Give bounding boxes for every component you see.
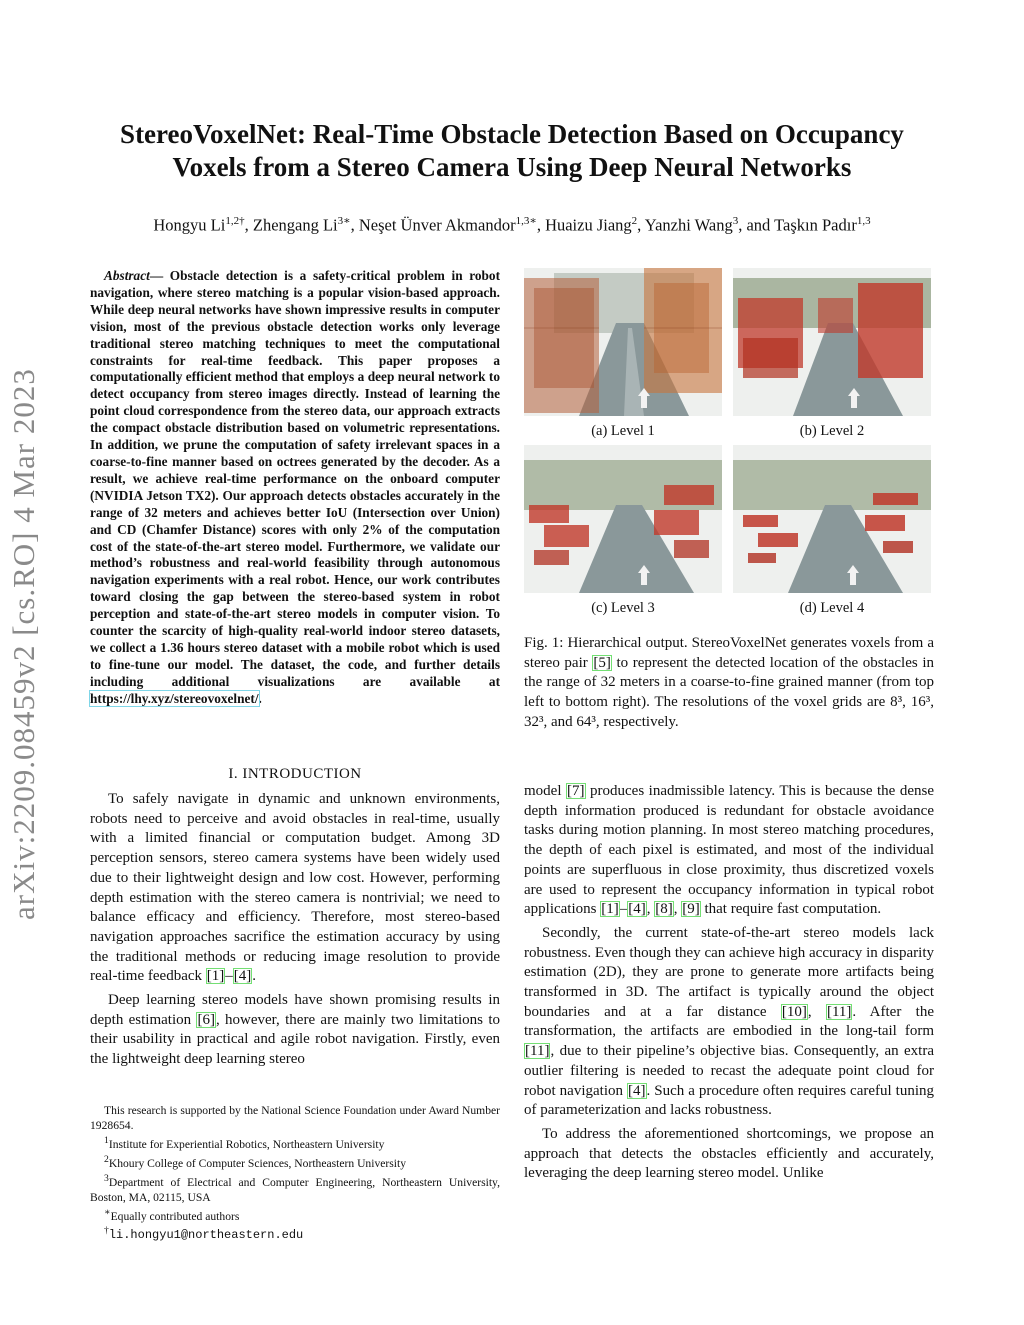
abstract-text: Obstacle detection is a safety-critical problem in robot navigation, where stereo matching is a popular vision-based approach. While deep neural networks have shown impressive results in computer vision, most of the previous obstacle detection works only leverage traditional stereo matching techniques to meet the computational constraints for real-time feedback. This paper proposes a computationally efficient method that employs a deep neural network to detect occupancy from stereo images directly. Instead of learning the point cloud correspondence from the stereo data, our approach extracts the compact obstacle distribution based on volumetric representations. In addition, we prune the computation of safety irrelevant spaces in a coarse-to-fine manner based on octrees generated by the decoder. As a result, we achieve real-time performance on the onboard computer (NVIDIA Jetson TX2). Our approach detects obstacles accurately in the range of 32 meters and achieves better IoU (Intersection over Union) and CD (Chamfer Distance) scores with only 2% of the computation cost of the state-of-the-art stereo model. Furthermore, we validate our method’s robustness and real-world feasibility through autonomous navigation experiments with a real robot. Hence, our work contributes toward closing the gap between the stereo-based system in robot perception and state-of-the-art stereo models in computer vision. To counter the scarcity of high-quality real-world indoor stereo datasets, we collect a 1.36 hours stereo dataset with a mobile robot which is used to fine-tune our model. The dataset, the code, and further details including additional visualizations are available at — [90, 268, 501, 689]
abstract-dash: — — [149, 268, 170, 283]
title-line-1: StereoVoxelNet: Real-Time Obstacle Detection Based on Occupancy — [120, 119, 904, 149]
figure-panel-level-2 — [733, 268, 931, 416]
body-text: produces inadmissible latency. This is because the dense depth information produced is redundant for obstacle avoidance tasks during motion planning. In most stereo matching procedures, the depth of each pixel is estimated, and most of the individual points are superfluous in close proximity, thus discretized voxels are used to represent the occupancy information in typical robot applications — [524, 783, 934, 918]
intro-text: . — [252, 968, 257, 985]
abstract — [90, 268, 500, 708]
title-line-2: Voxels from a Stereo Camera Using Deep Neural Networks — [172, 152, 852, 182]
author-list — [60, 210, 964, 237]
footnote-mark: ∗ — [104, 1206, 111, 1218]
body-text: model — [524, 783, 567, 799]
footnote-email-text: li.hongyu1@northeastern.edu — [108, 1228, 304, 1243]
author-affiliation: 3∗ — [337, 215, 351, 227]
project-link[interactable]: https://lhy.xyz/stereovoxelnet/ — [90, 690, 259, 706]
footnote-affiliation-3 — [90, 1171, 500, 1205]
citation-link[interactable]: [9] — [682, 901, 700, 918]
citation-link[interactable]: [4] — [628, 901, 646, 918]
right-paragraph-2 — [524, 924, 934, 1121]
caption-text: , and — [543, 713, 577, 730]
citation-link[interactable]: [10] — [781, 1003, 807, 1020]
body-text: . Such a procedure often requires careful tuning of parameterization and lacks robustness. — [524, 1082, 935, 1119]
author-name: , Neşet Ünver Akmandor — [350, 215, 516, 235]
footnote-equal-contrib — [90, 1205, 500, 1224]
footnote-mark: † — [104, 1225, 109, 1237]
author-name: , Yanzhi Wang — [637, 215, 733, 235]
citation-link[interactable]: [11] — [525, 1043, 550, 1060]
citation-link[interactable]: [6] — [197, 1011, 215, 1028]
voxel-image-level-3 — [524, 445, 722, 593]
citation-link[interactable]: [4] — [233, 968, 252, 985]
figure-panel-level-3 — [524, 445, 722, 593]
caption-resolutions: 8³, 16³, 32³ — [524, 694, 934, 730]
author-affiliation: 1,2† — [225, 215, 245, 227]
author-affiliation: 1,3 — [856, 215, 871, 227]
author-affiliation: 1,3∗ — [515, 215, 537, 227]
figure-subcaption-c: (c) Level 3 — [591, 600, 655, 616]
body-text: , due to their pipeline’s objective bias. Consequently, an extra outlier filtering is needed to recast the adequate point cloud for robot navigation — [524, 1043, 934, 1099]
author-name: , Zhengang Li — [244, 215, 338, 235]
author-affiliation: 2 — [631, 215, 638, 227]
citation-link[interactable]: [5] — [593, 654, 611, 671]
voxel-image-level-4 — [733, 445, 931, 593]
footnote-mark: 1 — [104, 1135, 109, 1146]
paper-title — [60, 118, 964, 184]
footnote-funding: This research is supported by the National Science Foundation under Award Number 1928654. — [90, 1104, 500, 1132]
figure-subcaption-d: (d) Level 4 — [799, 600, 865, 616]
citation-link[interactable]: [4] — [628, 1082, 646, 1099]
intro-text: – — [225, 968, 233, 985]
figure-panel-level-1 — [524, 268, 722, 416]
body-text: , — [807, 1003, 826, 1020]
footnote-text: Institute for Experiential Robotics, Northeastern University — [108, 1137, 385, 1151]
intro-paragraph-1 — [90, 790, 500, 987]
footnote-text: Khoury College of Computer Sciences, Northeastern University — [108, 1156, 407, 1170]
figure-panel-level-4 — [733, 445, 931, 593]
voxel-image-level-2 — [733, 268, 931, 416]
author-name: , Huaizu Jiang — [536, 215, 632, 235]
right-column — [524, 782, 934, 1188]
footnote-email — [90, 1223, 500, 1243]
citation-link[interactable]: [11] — [826, 1003, 852, 1020]
intro-text: To safely navigate in dynamic and unknown environments, robots need to perceive and avoid obstacles in real-time, usually with a limited financial or computation budget. Among 3D perception sensors, stereo camera systems have been widely used due to their lightweight design and low cost. However, performing depth estimation with the stereo camera is nontrivial; we need to balance efficacy and efficiency. Therefore, most stereo-based navigation approaches sacrifice the estimation accuracy by using the traditional methods or reducing image resolution to provide real-time feedback — [90, 791, 500, 985]
citation-link[interactable]: [7] — [567, 783, 585, 799]
abstract-label: Abstract — [104, 268, 150, 283]
caption-text: to represent the detected location of the obstacles in the range of 32 meters in a coarse-to-fine grained manner (from top left to bottom right). The resolutions of the voxel grids are — [524, 654, 934, 711]
abstract-end: . — [258, 690, 262, 706]
figure-subcaption-a: (a) Level 1 — [591, 423, 655, 439]
caption-resolution-last: 64³ — [576, 713, 596, 730]
intro-text: Deep learning stereo models have shown promising results in depth estimation — [90, 992, 500, 1028]
body-text: that require fast computation. — [700, 901, 882, 918]
citation-link[interactable]: [8] — [655, 901, 673, 918]
body-text: . After the transformation, the artifacts are embodied in the long-tail form — [524, 1003, 935, 1040]
footnotes — [90, 1103, 500, 1243]
citation-link[interactable]: [1] — [601, 901, 619, 918]
footnote-text: Department of Electrical and Computer Engineering, Northeastern University, Boston, MA, 02115, USA — [90, 1175, 500, 1204]
author-name: Hongyu Li — [153, 215, 226, 235]
section-heading: I. INTRODUCTION — [228, 766, 362, 782]
figure-subcaption-b: (b) Level 2 — [799, 423, 865, 439]
figure-caption — [524, 634, 934, 733]
body-text: , — [646, 901, 655, 918]
body-text: Secondly, the current state-of-the-art stereo models lack robustness. Even though they can achieve high accuracy in disparity estimation (2D), they are prone to generate more artifacts being transformed in 3D. The artifact is typically around the object boundaries and at a far distance — [524, 924, 934, 1020]
caption-text: , respectively. — [595, 713, 679, 730]
right-paragraph-3: To address the aforementioned shortcomings, we propose an approach that detects the obstacles efficiently and accurately, leveraging the deep learning stereo model. Unlike — [524, 1125, 934, 1182]
footnote-mark: 2 — [104, 1153, 109, 1165]
arxiv-stamp: arXiv:2209.08459v2 [cs.RO] 4 Mar 2023 — [6, 368, 41, 920]
footnote-affiliation-2 — [90, 1152, 500, 1171]
right-paragraph-1 — [524, 782, 934, 920]
footnote-text: Equally contributed authors — [110, 1209, 240, 1223]
caption-text: Fig. 1: Hierarchical output. StereoVoxelNet generates voxels from a stereo pair — [524, 635, 934, 671]
intro-column — [90, 790, 500, 1074]
footnote-mark: 3 — [104, 1172, 109, 1184]
voxel-image-level-1 — [524, 268, 722, 416]
citation-link[interactable]: [1] — [206, 968, 225, 985]
intro-text: , however, there are mainly two limitations to their usability in practical and agile robot navigation. Firstly, even the lightweight deep learning stereo — [90, 1011, 500, 1068]
body-text: , — [673, 901, 682, 918]
author-affiliation: 3 — [732, 215, 739, 227]
author-name: , and Taşkın Padır — [738, 215, 857, 235]
footnote-affiliation-1 — [90, 1133, 500, 1152]
intro-paragraph-2 — [90, 991, 500, 1070]
body-text: – — [619, 901, 628, 918]
